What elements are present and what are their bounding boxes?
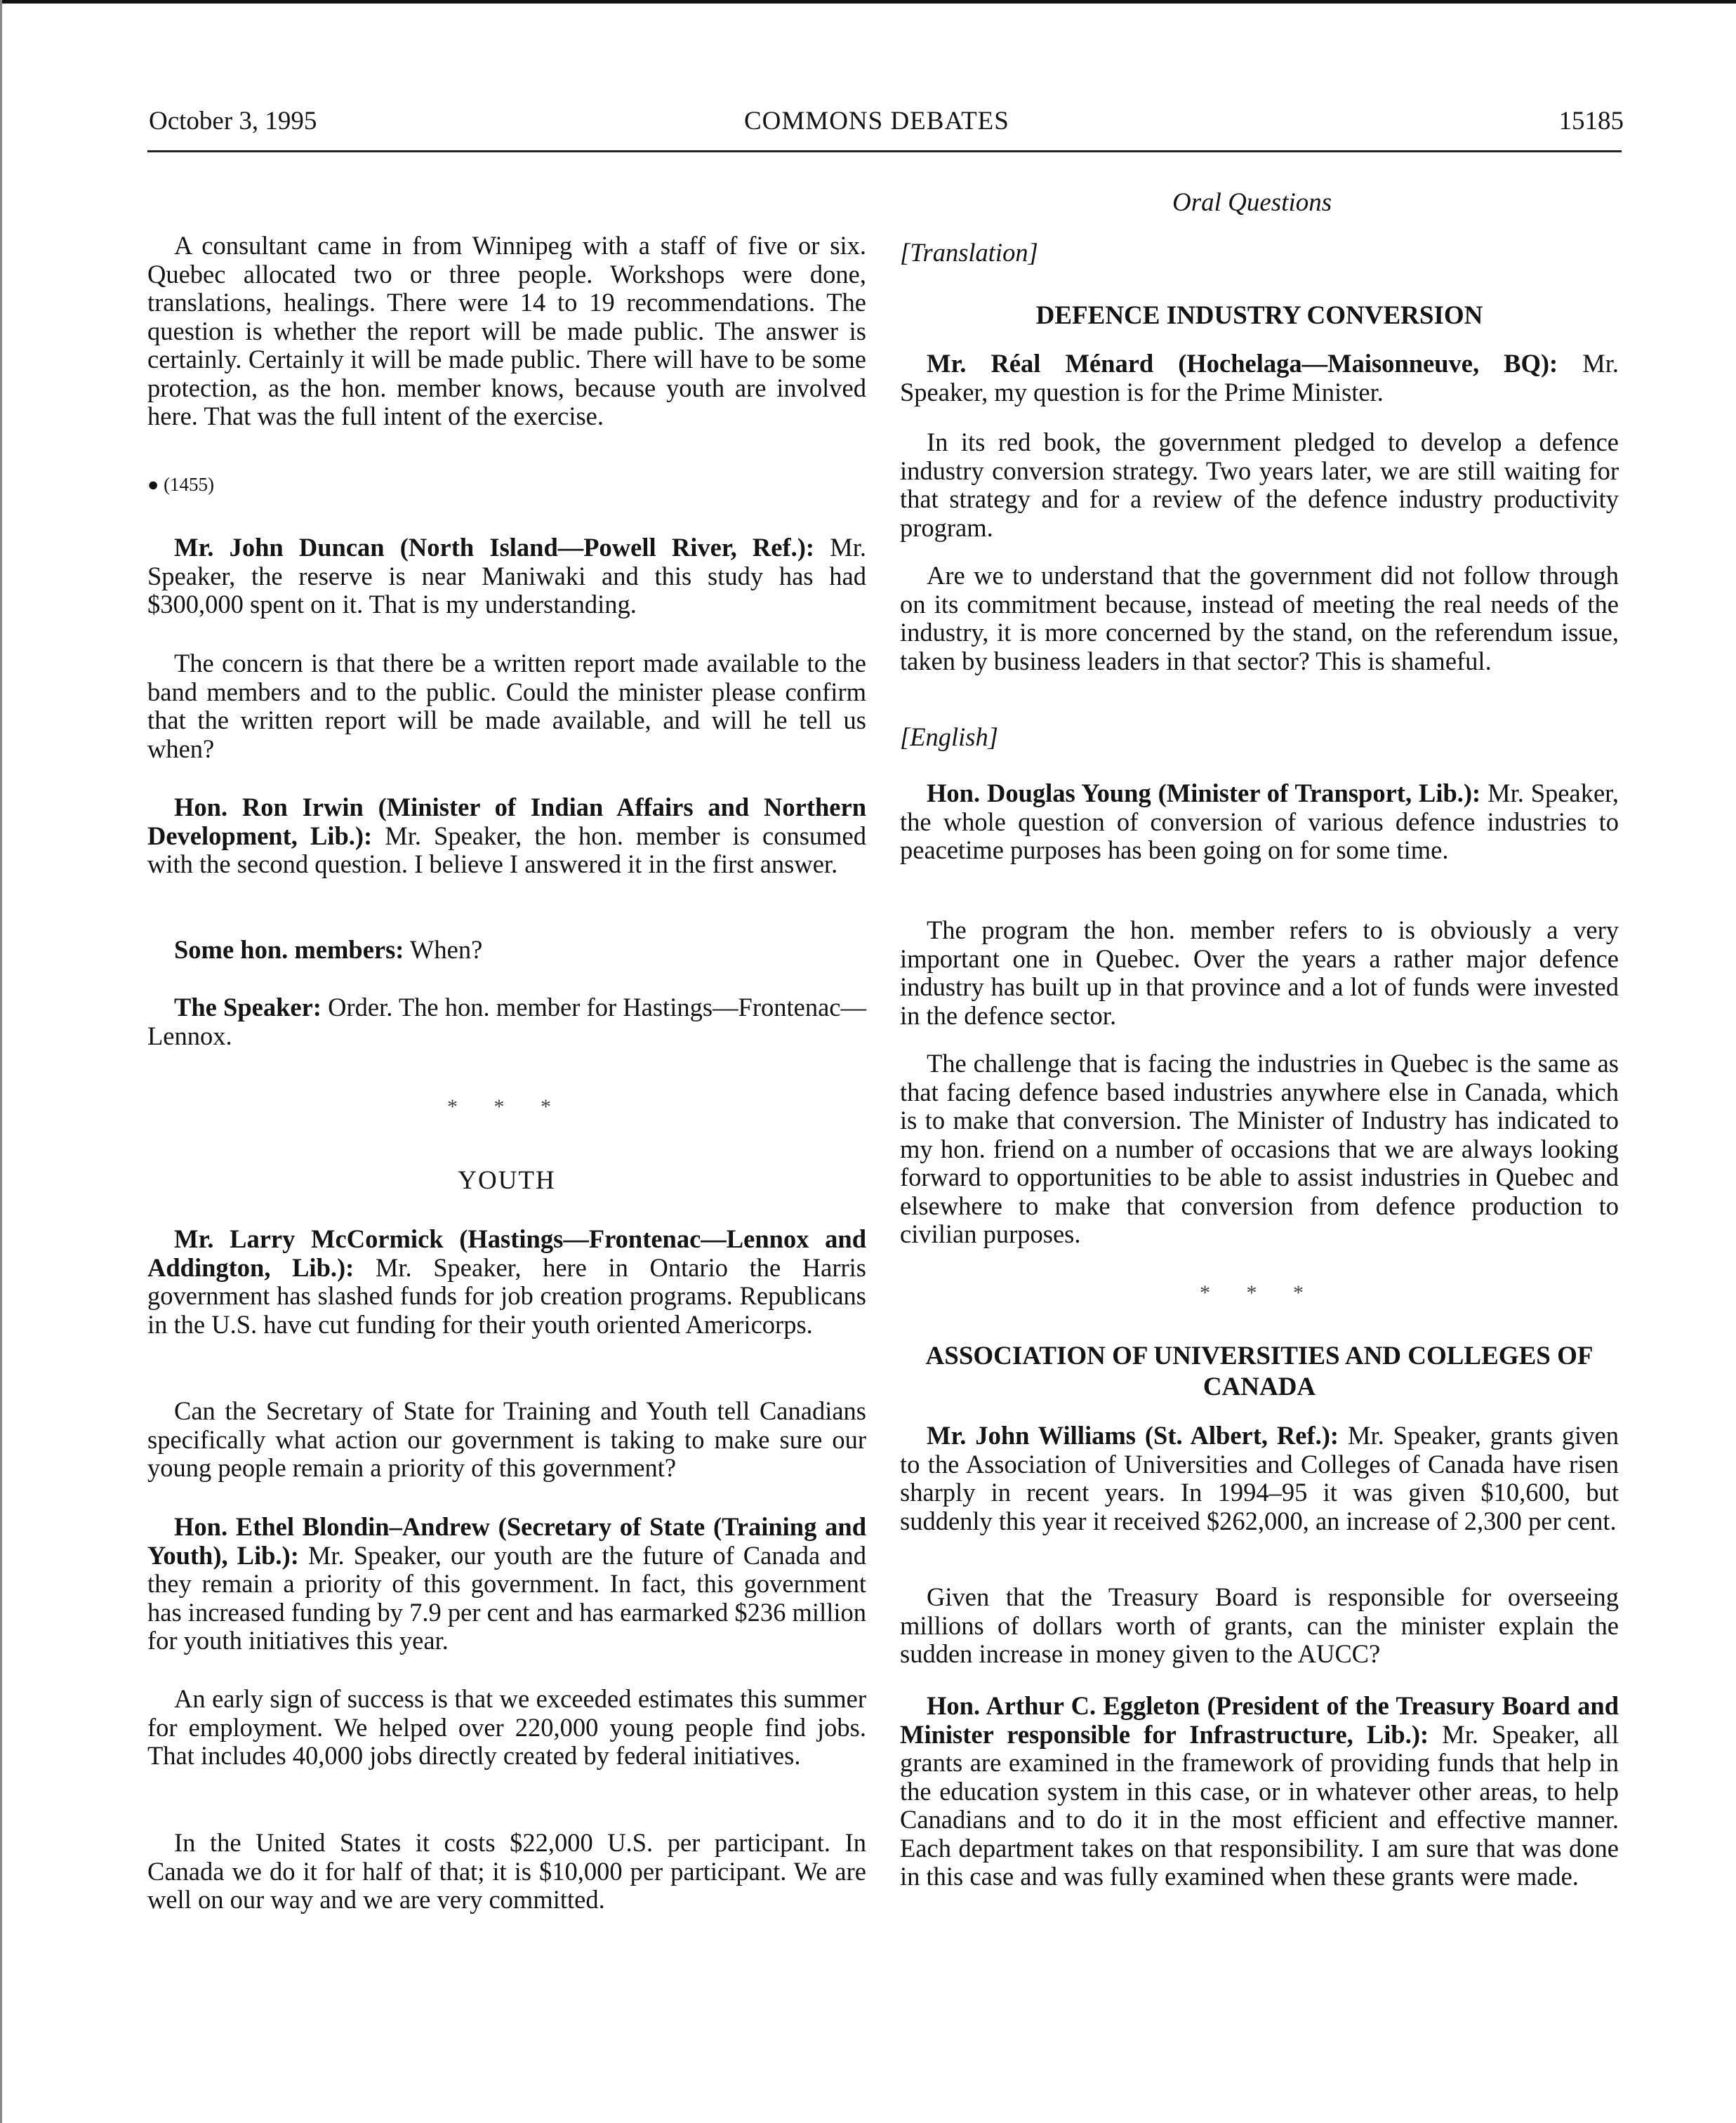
section-label: Oral Questions — [1172, 188, 1332, 217]
heading-youth: YOUTH — [458, 1166, 556, 1195]
scan-left-border — [0, 0, 2, 2123]
speaker-name: Mr. Réal Ménard (Hochelaga—Maisonneuve, BQ): — [927, 349, 1558, 378]
speech-text: Mr. Speaker, all grants are examined in the framework of providing funds that help in the education system in this case, or in whatever other areas, to help Canadians and to do it in the most efficient and effective manner. Each department takes on that responsibility. I am sure that was done in this case and was fully examined when these grants were made. — [900, 1719, 1619, 1891]
speech — [147, 1225, 866, 1339]
paragraph: A consultant came in from Winnipeg with a staff of five or six. Quebec allocated two or three people. Workshops were done, translations, healings. There were 14 to 19 recommendations. The question is whether the report will be made public. The answer is certainly. Certainly it will be made public. There will have to be some protection, as the hon. member knows, because youth are involved here. That was the full intent of the exercise. — [147, 231, 866, 430]
speech — [147, 1513, 866, 1655]
speech-text: Mr. Speaker, here in Ontario the Harris government has slashed funds for job creation programs. Republicans in the U.S. have cut funding for their youth oriented Americorps. — [147, 1252, 866, 1339]
heading-aucc: ASSOCIATION OF UNIVERSITIES AND COLLEGES OF CANADA — [925, 1342, 1593, 1401]
english-note: [English] — [900, 722, 998, 751]
paragraph: In the United States it costs $22,000 U.S. per participant. In Canada we do it for half of that; it is $10,000 per participant. We are well on our way and we are very committed. — [147, 1828, 866, 1914]
speaker-name: Hon. Ethel Blondin–Andrew (Secretary of State (Training and Youth), Lib.): — [147, 1512, 866, 1570]
speech — [147, 534, 866, 619]
speech-text: Mr. Speaker, the whole question of conversion of various defence industries to peacetime purposes has been going on for some time. — [900, 779, 1619, 864]
speech — [147, 993, 866, 1050]
paragraph: Given that the Treasury Board is responsible for overseeing millions of dollars worth of grants, can the minister explain the sudden increase in money given to the AUCC? — [900, 1582, 1619, 1668]
speaker-name: Hon. Douglas Young (Minister of Transport, Lib.): — [927, 779, 1481, 807]
section-separator: * * * — [1200, 1281, 1319, 1304]
paragraph: The program the hon. member refers to is obviously a very important one in Quebec. Over the years a rather major defence industry has built up in that province and a lot of funds were invested in the defence sector. — [900, 915, 1619, 1030]
speaker-name: Mr. John Duncan (North Island—Powell River, Ref.): — [174, 533, 815, 562]
speech-text: Mr. Speaker, the reserve is near Maniwaki and this study has had $300,000 spent on it. That is my understanding. — [147, 533, 866, 619]
header-date: October 3, 1995 — [149, 107, 317, 135]
header-page-number: 15185 — [1558, 107, 1624, 135]
paragraph: The concern is that there be a written report made available to the band members and to the public. Could the minister please confirm that the written report will be made available, and will he tell us when? — [147, 649, 866, 763]
paragraph: In its red book, the government pledged to develop a defence industry conversion strategy. Two years later, we are still waiting for that strategy and for a review of the defence industry productivity program. — [900, 428, 1619, 542]
speech — [900, 1422, 1619, 1535]
bullet-icon: ● — [147, 474, 159, 495]
speech-text: When? — [404, 935, 483, 964]
speaker-name: Hon. Ron Irwin (Minister of Indian Affairs and Northern Development, Lib.): — [147, 793, 866, 850]
speaker-name: Mr. John Williams (St. Albert, Ref.): — [927, 1421, 1339, 1450]
speech-text: Order. The hon. member for Hastings—Frontenac—Lennox. — [147, 993, 866, 1050]
speaker-name: Mr. Larry McCormick (Hastings—Frontenac—Lennox and Addington, Lib.): — [147, 1224, 866, 1282]
speech — [900, 350, 1619, 406]
paragraph: Are we to understand that the government did not follow through on its commitment because, instead of meeting the real needs of the industry, it is more concerned by the stand, on the referendum issue, taken by business leaders in that sector? This is shameful. — [900, 561, 1619, 675]
paragraph: Can the Secretary of State for Training and Youth tell Canadians specifically what action our government is taking to make sure our young people remain a priority of this government? — [147, 1396, 866, 1482]
speaker-name: Some hon. members: — [174, 935, 404, 964]
section-separator: * * * — [447, 1095, 566, 1118]
speech — [147, 936, 866, 965]
speech-text: Mr. Speaker, grants given to the Association of Universities and Colleges of Canada have risen sharply in recent years. In 1994–95 it was given $10,600, but suddenly this year it received $262,000, an increase of 2,300 per cent. — [900, 1421, 1619, 1535]
speech-text: Mr. Speaker, my question is for the Prime Minister. — [900, 349, 1619, 406]
speech — [900, 1692, 1619, 1891]
header-title: COMMONS DEBATES — [744, 107, 1009, 135]
header-rule — [147, 150, 1622, 152]
paragraph: The challenge that is facing the industries in Quebec is the same as that facing defence based industries anywhere else in Canada, which is to make that conversion. The Minister of Industry has indicated to my hon. friend on a number of occasions that we are always looking forward to opportunities to be able to assist industries in Quebec and elsewhere to make that conversion from defence production to civilian purposes. — [900, 1049, 1619, 1248]
speech — [147, 793, 866, 879]
speaker-name: The Speaker: — [174, 993, 322, 1021]
speech-text: Mr. Speaker, our youth are the future of Canada and they remain a priority of this government. In fact, this government has increased funding by 7.9 per cent and has earmarked $236 million for youth initiatives this year. — [147, 1540, 866, 1655]
translation-note: [Translation] — [900, 238, 1038, 267]
scan-top-border — [0, 0, 1736, 4]
time-marker-text: (1455) — [164, 474, 215, 495]
heading-defence-industry-conversion: DEFENCE INDUSTRY CONVERSION — [1035, 301, 1483, 330]
speech — [900, 779, 1619, 865]
paragraph: An early sign of success is that we exceeded estimates this summer for employment. We helped over 220,000 young people find jobs. That includes 40,000 jobs directly created by federal initiatives. — [147, 1684, 866, 1770]
speech-text: Mr. Speaker, the hon. member is consumed with the second question. I believe I answered it in the first answer. — [147, 821, 867, 878]
time-marker — [147, 470, 866, 498]
speaker-name: Hon. Arthur C. Eggleton (President of the Treasury Board and Minister responsible for Infrastructure, Lib.): — [900, 1691, 1619, 1749]
